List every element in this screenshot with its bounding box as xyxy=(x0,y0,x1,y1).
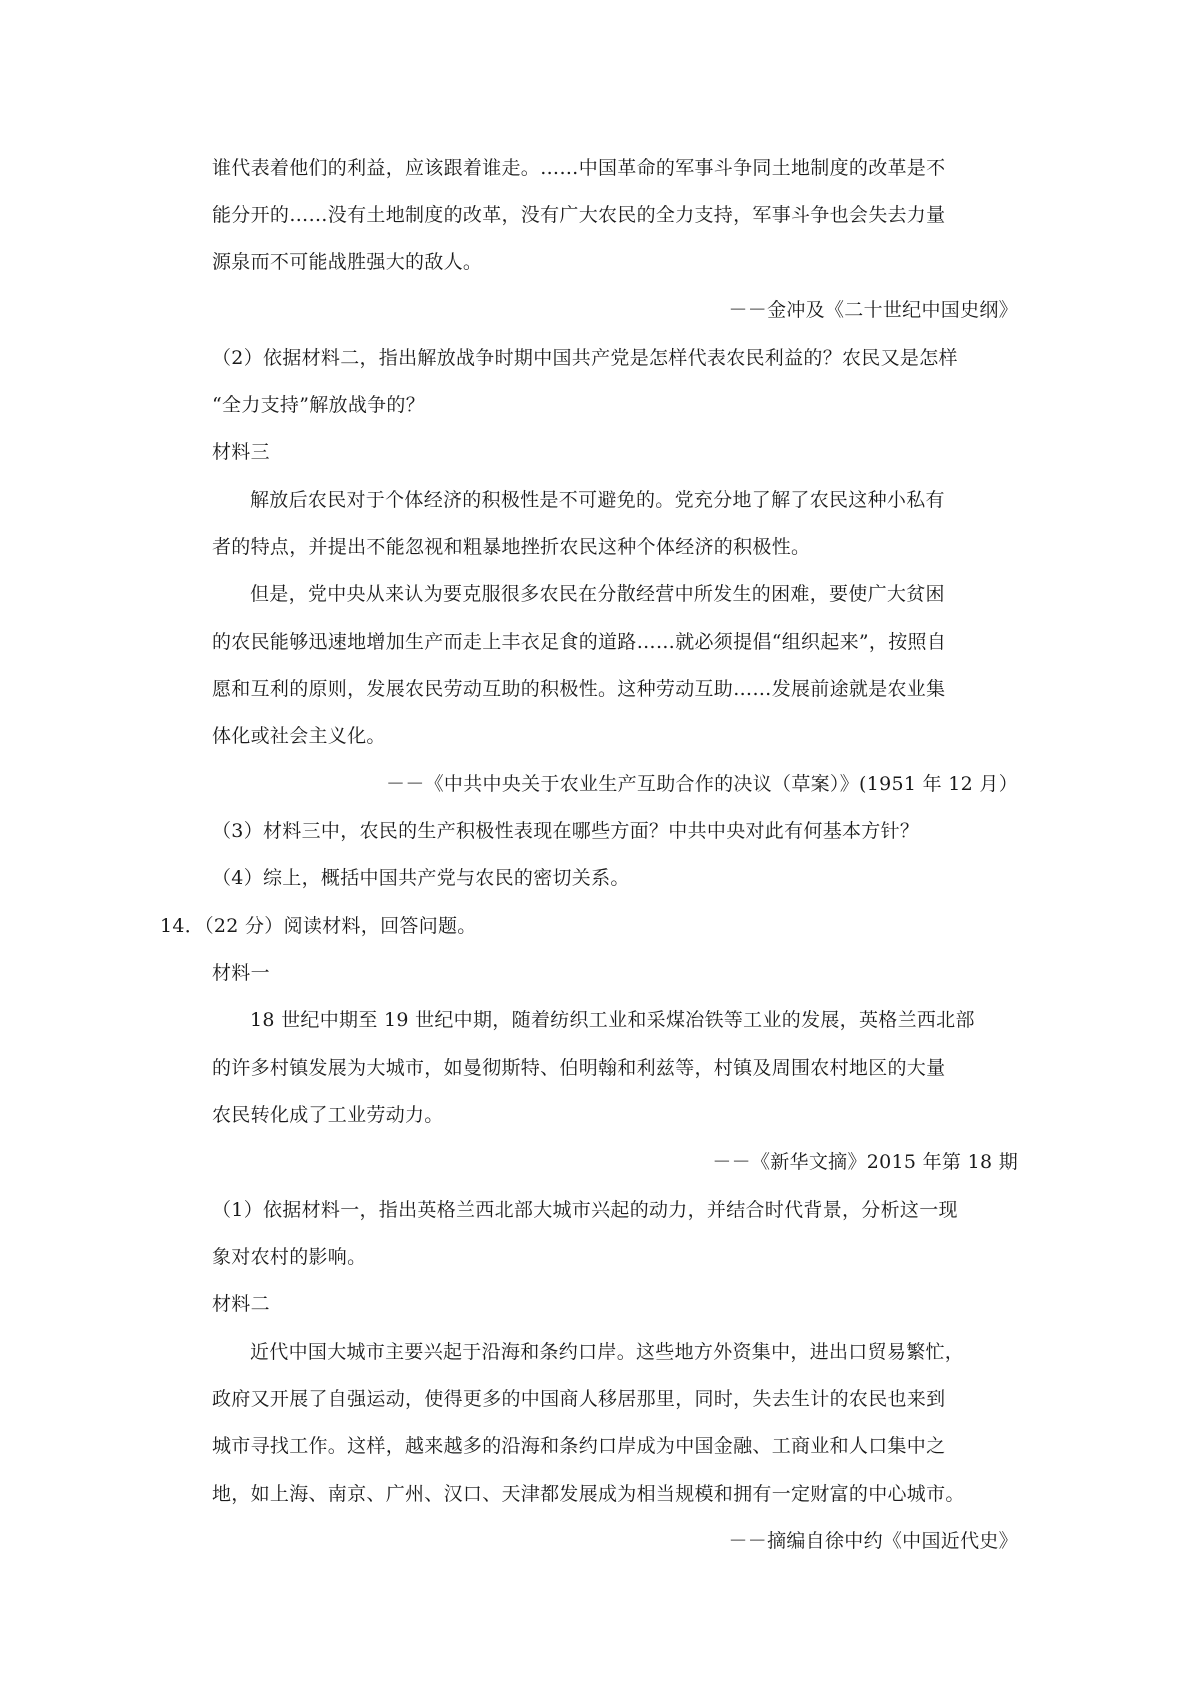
material2b-line-3: 城市寻找工作。这样，越来越多的沿海和条约口岸成为中国金融、工商业和人口集中之 xyxy=(212,1435,946,1457)
material2b-line-4: 地，如上海、南京、广州、汉口、天津都发展成为相当规模和拥有一定财富的中心城市。 xyxy=(212,1483,965,1505)
material1-line-3: 农民转化成了工业劳动力。 xyxy=(212,1104,444,1126)
material3-p2-line-2: 的农民能够迅速地增加生产而走上丰衣足食的道路……就必须提倡“组织起来”，按照自 xyxy=(212,631,947,653)
material2-tail-line-3: 源泉而不可能战胜强大的敌人。 xyxy=(212,251,483,273)
material3-label: 材料三 xyxy=(212,441,270,463)
material2b-line-2: 政府又开展了自强运动，使得更多的中国商人移居那里，同时，失去生计的农民也来到 xyxy=(212,1388,946,1410)
material1-source: －－《新华文摘》2015 年第 18 期 xyxy=(712,1151,1018,1173)
material2-tail-line-2: 能分开的……没有土地制度的改革，没有广大农民的全力支持，军事斗争也会失去力量 xyxy=(212,204,946,226)
question-14-header: 14．（22 分）阅读材料，回答问题。 xyxy=(160,915,477,937)
material2b-line-1: 近代中国大城市主要兴起于沿海和条约口岸。这些地方外资集中，进出口贸易繁忙， xyxy=(250,1341,965,1363)
question-1-line-2: 象对农村的影响。 xyxy=(212,1246,367,1268)
material1-line-2: 的许多村镇发展为大城市，如曼彻斯特、伯明翰和利兹等，村镇及周围农村地区的大量 xyxy=(212,1057,946,1079)
question-2-line-1: （2）依据材料二，指出解放战争时期中国共产党是怎样代表农民利益的？农民又是怎样 xyxy=(212,347,958,369)
material2b-source: －－摘编自徐中约《中国近代史》 xyxy=(728,1530,1018,1552)
question-4: （4）综上，概括中国共产党与农民的密切关系。 xyxy=(212,867,630,889)
material1-line-1: 18 世纪中期至 19 世纪中期，随着纺织工业和采煤冶铁等工业的发展，英格兰西北部 xyxy=(250,1009,975,1031)
material2-tail-line-1: 谁代表着他们的利益，应该跟着谁走。……中国革命的军事斗争同土地制度的改革是不 xyxy=(212,157,946,179)
material2-source: －－金冲及《二十世纪中国史纲》 xyxy=(728,299,1018,321)
material3-p1-line-1: 解放后农民对于个体经济的积极性是不可避免的。党充分地了解了农民这种小私有 xyxy=(250,489,945,511)
material3-p2-line-4: 体化或社会主义化。 xyxy=(212,725,386,747)
material1-label: 材料一 xyxy=(212,962,270,984)
question-3: （3）材料三中，农民的生产积极性表现在哪些方面？中共中央对此有何基本方针？ xyxy=(212,820,920,842)
material3-p2-line-3: 愿和互利的原则，发展农民劳动互助的积极性。这种劳动互助……发展前途就是农业集 xyxy=(212,678,946,700)
material3-source: －－《中共中央关于农业生产互助合作的决议（草案）》(1951 年 12 月） xyxy=(386,773,1018,795)
material3-p1-line-2: 者的特点，并提出不能忽视和粗暴地挫折农民这种个体经济的积极性。 xyxy=(212,536,811,558)
question-1-line-1: （1）依据材料一，指出英格兰西北部大城市兴起的动力，并结合时代背景，分析这一现 xyxy=(212,1199,958,1221)
material3-p2-line-1: 但是，党中央从来认为要克服很多农民在分散经营中所发生的困难，要使广大贫困 xyxy=(250,583,945,605)
question-2-line-2: “全力支持”解放战争的？ xyxy=(212,394,426,416)
material2b-label: 材料二 xyxy=(212,1293,270,1315)
